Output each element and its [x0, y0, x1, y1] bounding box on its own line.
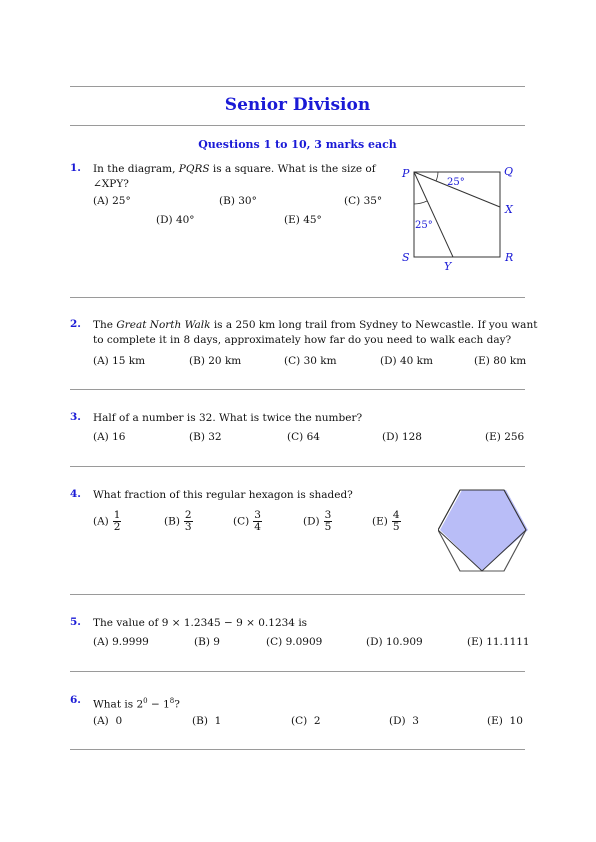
option-c[interactable]: (C) 9.0909 [266, 636, 323, 648]
denominator: 4 [254, 521, 261, 533]
option-c[interactable]: (C) 2 [291, 715, 321, 727]
numerator: 4 [392, 509, 400, 521]
question-text [93, 694, 180, 713]
numerator: 3 [324, 509, 332, 521]
divider [70, 389, 525, 390]
option-d[interactable] [303, 510, 332, 533]
question-number: 5. [70, 616, 81, 628]
option-letter: (E) [372, 515, 388, 528]
option-b[interactable]: (B) 30° [219, 195, 257, 207]
option-a[interactable]: (A) 0 [93, 715, 123, 727]
section-subtitle: Questions 1 to 10, 3 marks each [198, 138, 397, 151]
option-a[interactable]: (A) 16 [93, 431, 126, 443]
question-text: What fraction of this regular hexagon is shaded? [93, 489, 353, 501]
text-part: ? [174, 698, 180, 711]
option-a[interactable]: (A) 25° [93, 195, 131, 207]
denominator: 2 [113, 521, 121, 533]
divider [70, 671, 525, 672]
option-letter: (C) [233, 515, 250, 528]
option-e[interactable] [372, 510, 401, 533]
question-number: 4. [70, 488, 81, 500]
text-variable: PQRS [178, 163, 210, 175]
option-b[interactable]: (B) 1 [192, 715, 222, 727]
text-part: The [93, 319, 117, 331]
fraction [324, 510, 333, 533]
option-b[interactable]: (B) 20 km [189, 355, 242, 367]
exponent: 8 [169, 697, 175, 705]
divider [70, 466, 525, 467]
label-x: X [505, 203, 513, 216]
option-d[interactable]: (D) 40° [156, 214, 195, 226]
text-part: is a 250 km long trail from Sydney to Newcastle. If you want [210, 319, 538, 331]
title-rule [70, 125, 525, 126]
numerator: 3 [254, 509, 261, 521]
text-part: is a square. What is the size of [209, 163, 376, 175]
option-a[interactable]: (A) 9.9999 [93, 636, 149, 648]
option-c[interactable]: (C) 35° [344, 195, 383, 207]
option-b[interactable]: (B) 32 [189, 431, 222, 443]
angle-label-1: 25° [447, 177, 465, 188]
option-d[interactable]: (D) 3 [389, 715, 419, 727]
question-text: The value of 9 × 1.2345 − 9 × 0.1234 is [93, 617, 308, 629]
numerator: 1 [113, 509, 121, 521]
option-e[interactable]: (E) 256 [485, 431, 525, 443]
option-b[interactable]: (B) 9 [194, 636, 220, 648]
angle-label-2: 25° [415, 220, 433, 231]
hexagon-diagram [438, 489, 528, 573]
label-s: S [402, 251, 410, 264]
square-diagram [396, 162, 536, 272]
option-e[interactable]: (E) 45° [284, 214, 322, 226]
option-e[interactable]: (E) 11.1111 [467, 636, 530, 648]
divider [70, 297, 525, 298]
option-letter: (A) [93, 515, 109, 528]
text-part: What is 2 [93, 698, 144, 711]
option-c[interactable]: (C) 64 [287, 431, 320, 443]
text-part: − 1 [147, 698, 170, 711]
fraction [392, 510, 401, 533]
question-number: 1. [70, 162, 81, 174]
question-text [93, 318, 537, 348]
option-a[interactable]: (A) 15 km [93, 355, 146, 367]
option-e[interactable]: (E) 80 km [474, 355, 527, 367]
option-letter: (D) [303, 515, 320, 528]
question-text [93, 162, 376, 192]
option-c[interactable]: (C) 30 km [284, 355, 337, 367]
question-number: 2. [70, 318, 81, 330]
question-text: Half of a number is 32. What is twice the number? [93, 412, 363, 424]
option-d[interactable]: (D) 10.909 [366, 636, 423, 648]
fraction [113, 510, 122, 533]
label-p: P [402, 167, 410, 180]
question-number: 3. [70, 411, 81, 423]
page-title: Senior Division [224, 95, 371, 115]
option-e[interactable]: (E) 10 [487, 715, 523, 727]
label-q: Q [504, 165, 514, 178]
denominator: 5 [392, 521, 400, 533]
fraction [184, 510, 193, 533]
label-r: R [505, 251, 514, 264]
text-line: ∠XPY? [93, 178, 129, 190]
divider [70, 749, 525, 750]
fraction [253, 510, 262, 533]
denominator: 5 [324, 521, 332, 533]
option-d[interactable]: (D) 128 [382, 431, 422, 443]
option-letter: (B) [164, 515, 180, 528]
denominator: 3 [184, 521, 192, 533]
exponent: 0 [143, 697, 148, 705]
option-a[interactable] [93, 510, 121, 533]
text-line: to complete it in 8 days, approximately how far do you need to walk each day? [93, 334, 512, 346]
text-part: In the diagram, [93, 163, 179, 175]
option-d[interactable]: (D) 40 km [380, 355, 433, 367]
divider [70, 594, 525, 595]
numerator: 2 [184, 509, 192, 521]
label-y: Y [444, 260, 452, 273]
text-emphasis: Great North Walk [116, 319, 211, 331]
option-b[interactable] [164, 510, 193, 533]
question-number: 6. [70, 694, 81, 706]
top-rule [70, 86, 525, 87]
option-c[interactable] [233, 510, 262, 533]
